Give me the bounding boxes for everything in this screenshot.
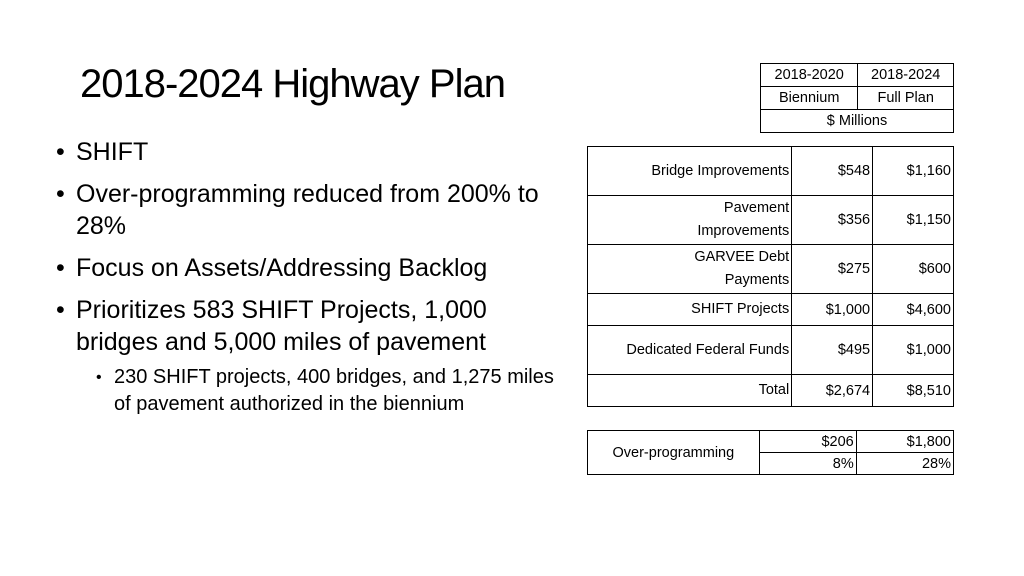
- bullet-text: Over-programming reduced from 200% to 28%: [76, 180, 539, 240]
- bullet-shift: [56, 136, 566, 168]
- row-label: Bridge Improvements: [588, 147, 792, 196]
- row-label: Pavement Improvements: [588, 196, 792, 245]
- row-biennium-value: $2,674: [792, 375, 873, 407]
- bullet-dot-icon: •: [56, 180, 65, 208]
- row-full-plan-value: $8,510: [873, 375, 954, 407]
- page-title: 2018-2024 Highway Plan: [80, 62, 505, 106]
- over-programming-label: Over-programming: [588, 431, 760, 475]
- header-full-plan-years: 2018-2024: [858, 64, 954, 87]
- bullet-focus-assets: [56, 252, 566, 284]
- over-programming-biennium-amount: $206: [759, 431, 856, 453]
- row-biennium-value: $356: [792, 196, 873, 245]
- sub-bullet-authorized: [96, 364, 564, 418]
- bullet-prioritizes: [56, 294, 566, 358]
- header-biennium-label: Biennium: [761, 87, 858, 110]
- over-programming-full-pct: 28%: [856, 453, 953, 475]
- bullet-dot-icon: •: [56, 254, 65, 282]
- header-full-plan-label: Full Plan: [858, 87, 954, 110]
- over-programming-full-amount: $1,800: [856, 431, 953, 453]
- bullet-dot-icon: •: [56, 138, 65, 166]
- row-full-plan-value: $4,600: [873, 294, 954, 326]
- over-programming-biennium-pct: 8%: [759, 453, 856, 475]
- row-biennium-value: $548: [792, 147, 873, 196]
- row-biennium-value: $1,000: [792, 294, 873, 326]
- sub-bullet-text: 230 SHIFT projects, 400 bridges, and 1,275 miles of pavement authorized in the biennium: [114, 366, 554, 415]
- bullet-dot-icon: •: [96, 369, 102, 386]
- row-biennium-value: $275: [792, 245, 873, 294]
- table-row: [588, 196, 954, 245]
- row-full-plan-value: $600: [873, 245, 954, 294]
- header-table: [760, 63, 954, 133]
- table-row: [588, 245, 954, 294]
- funding-table: [587, 146, 954, 407]
- row-biennium-value: $495: [792, 326, 873, 375]
- row-label: Total: [588, 375, 792, 407]
- table-row: [588, 147, 954, 196]
- bullet-text: Focus on Assets/Addressing Backlog: [76, 254, 488, 282]
- bullet-text: SHIFT: [76, 138, 149, 166]
- bullet-list: [56, 136, 566, 418]
- header-units: $ Millions: [761, 110, 954, 133]
- bullet-dot-icon: •: [56, 296, 65, 324]
- row-label: Dedicated Federal Funds: [588, 326, 792, 375]
- table-row: [588, 326, 954, 375]
- row-label: SHIFT Projects: [588, 294, 792, 326]
- table-row: [588, 294, 954, 326]
- table-row-total: [588, 375, 954, 407]
- bullet-text: Prioritizes 583 SHIFT Projects, 1,000 bridges and 5,000 miles of pavement: [76, 296, 487, 356]
- row-label: GARVEE Debt Payments: [588, 245, 792, 294]
- row-full-plan-value: $1,000: [873, 326, 954, 375]
- header-biennium-years: 2018-2020: [761, 64, 858, 87]
- over-programming-table: [587, 430, 954, 475]
- table-row: [588, 431, 954, 453]
- bullet-over-programming: [56, 178, 566, 242]
- row-full-plan-value: $1,150: [873, 196, 954, 245]
- row-full-plan-value: $1,160: [873, 147, 954, 196]
